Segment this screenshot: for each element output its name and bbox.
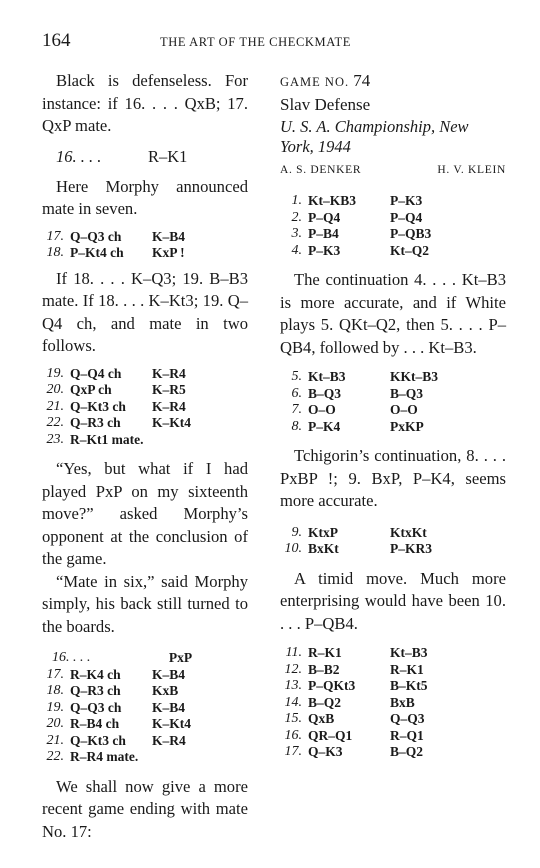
move-number: 16. . . . xyxy=(56,146,102,166)
paragraph: We shall now give a more recent game ending with mate No. 17: xyxy=(42,776,248,841)
move-number: 23. xyxy=(46,431,64,447)
paragraph: Black is defenseless. For instance: if 16. . . . QxB; 17. QxP mate. xyxy=(42,71,248,135)
move-number: 22. xyxy=(46,415,64,430)
move-number: 1. xyxy=(291,193,302,208)
move-number: 20. xyxy=(46,716,64,731)
black-move: K–B4 xyxy=(152,228,186,244)
paragraph: If 18. . . . K–Q3; 19. B–B3 mate. If 18. . . . K–Kt3; 19. Q–Q4 ch, and mate in two follows. xyxy=(42,268,248,355)
move-row xyxy=(280,711,506,728)
move-number: 17. xyxy=(46,228,64,244)
white-move xyxy=(117,650,168,667)
white-move: R–R4 mate. xyxy=(70,749,139,764)
move-row xyxy=(280,386,506,403)
white-move: P–Kt4 ch xyxy=(70,245,124,260)
black-move: P–QB3 xyxy=(390,226,432,241)
move-number: 18. xyxy=(46,245,64,260)
page-header xyxy=(42,30,506,56)
players xyxy=(280,161,506,179)
move-line xyxy=(56,146,248,168)
black-move: B–Kt5 xyxy=(390,678,428,693)
game-number: 74 xyxy=(353,71,371,90)
black-move xyxy=(152,432,232,449)
move-row xyxy=(280,541,506,558)
black-move: K–R5 xyxy=(152,382,186,397)
white-move: QxP ch xyxy=(70,382,112,397)
white-move: B–Q3 xyxy=(308,385,342,401)
move-row xyxy=(42,399,248,416)
white-move: Q–Kt3 ch xyxy=(70,398,126,414)
move-number: 16. xyxy=(284,727,302,743)
game-label: GAME NO. xyxy=(280,75,350,89)
move-row xyxy=(280,419,506,436)
move-number: 17. xyxy=(46,666,64,682)
move-number: 10. xyxy=(284,541,302,556)
move-row xyxy=(280,695,506,712)
move-number: 5. xyxy=(291,369,302,384)
white-player: A. S. DENKER xyxy=(280,164,362,176)
black-move: K–Kt4 xyxy=(152,415,191,430)
black-move: KxB xyxy=(152,683,179,698)
right-column xyxy=(280,70,506,761)
black-move: B–Q3 xyxy=(390,385,424,401)
white-move: Q–Q4 ch xyxy=(70,365,122,381)
paragraph: A timid move. Much more enterprising would have been 10. . . . P–QB4. xyxy=(280,568,506,633)
white-move: Q–Kt3 ch xyxy=(70,732,126,748)
move-number: 21. xyxy=(46,732,64,748)
black-player: H. V. KLEIN xyxy=(437,164,506,176)
game-heading xyxy=(280,70,506,93)
move-row xyxy=(280,243,506,260)
white-move: B–B2 xyxy=(308,661,340,677)
move-number: 17. xyxy=(284,744,302,759)
move-row xyxy=(42,382,248,399)
white-move: Kt–KB3 xyxy=(308,193,357,208)
black-move: Q–Q3 xyxy=(390,711,425,726)
move-number: 7. xyxy=(291,402,302,417)
white-move: P–QKt3 xyxy=(308,678,356,693)
black-move: K–R4 xyxy=(152,732,186,748)
move-row xyxy=(42,749,248,766)
running-title: THE ART OF THE CHECKMATE xyxy=(160,35,351,49)
move-number: 19. xyxy=(46,699,64,715)
event-name: U. S. A. Championship, New York, 1944 xyxy=(280,117,469,156)
paragraph: “Yes, but what if I had played PxP on my sixteenth move?” asked Morphy’s opponent at the conclusion of the game. xyxy=(42,459,248,568)
move-row xyxy=(42,700,248,717)
move-number: 20. xyxy=(46,382,64,397)
move-row xyxy=(280,662,506,679)
move-list xyxy=(42,650,248,766)
white-move: B–Q2 xyxy=(308,694,342,710)
black-move: R–K1 xyxy=(390,661,424,677)
white-move: P–K3 xyxy=(308,242,341,258)
move-number: 22. xyxy=(46,749,64,764)
opening-name: Slav Defense xyxy=(280,95,371,114)
black-move: Kt–B3 xyxy=(390,645,428,660)
move-row xyxy=(280,226,506,243)
move-number: 6. xyxy=(291,385,302,401)
black-move: Kt–Q2 xyxy=(390,242,429,258)
black-move xyxy=(152,749,232,766)
move-row xyxy=(42,229,248,246)
black-move: KKt–B3 xyxy=(390,369,439,384)
black-move: K–R4 xyxy=(152,398,186,414)
move-row xyxy=(42,650,248,667)
black-move: P–Q4 xyxy=(390,209,423,225)
move-number: 2. xyxy=(291,209,302,225)
paragraph: Here Morphy announced mate in seven. xyxy=(42,176,248,218)
white-move: Q–Q3 ch xyxy=(70,699,122,715)
black-move: KtxKt xyxy=(390,524,427,540)
move-list xyxy=(280,525,506,558)
black-move: R–K1 xyxy=(148,146,188,166)
black-move: PxP xyxy=(168,650,193,665)
white-move: Kt–B3 xyxy=(308,369,346,384)
move-row xyxy=(280,645,506,662)
white-move: P–Q4 xyxy=(308,209,341,225)
move-list xyxy=(280,369,506,435)
move-row xyxy=(280,525,506,542)
move-row xyxy=(42,667,248,684)
black-move: BxB xyxy=(390,694,415,710)
move-row xyxy=(280,369,506,386)
paragraph: Tchigorin’s continuation, 8. . . . PxBP !; 9. BxP, P–K4, seems more accurate. xyxy=(280,446,506,510)
left-column xyxy=(42,70,248,843)
move-row xyxy=(280,728,506,745)
black-move: P–K3 xyxy=(390,193,423,208)
paragraph: “Mate in six,” said Morphy simply, his back still turned to the boards. xyxy=(42,571,248,636)
white-move: QxB xyxy=(308,711,335,726)
move-number: 16. . . . xyxy=(52,650,91,665)
white-move: KtxP xyxy=(308,524,338,540)
white-move: P–B4 xyxy=(308,226,339,241)
black-move: K–B4 xyxy=(152,666,186,682)
move-row xyxy=(280,678,506,695)
paragraph: The continuation 4. . . . Kt–B3 is more accurate, and if White plays 5. QKt–Q2, then 5. . . . P–QB4, followed by . . . Kt–B3. xyxy=(280,270,506,357)
move-list xyxy=(42,366,248,449)
move-number: 18. xyxy=(46,683,64,698)
move-list xyxy=(280,645,506,761)
move-list xyxy=(280,193,506,259)
move-row xyxy=(280,210,506,227)
move-row xyxy=(42,683,248,700)
black-move: O–O xyxy=(390,402,418,417)
move-number: 19. xyxy=(46,365,64,381)
white-move: Q–R3 ch xyxy=(70,415,121,430)
white-move: R–B4 ch xyxy=(70,716,120,731)
move-number: 15. xyxy=(284,711,302,726)
black-move: P–KR3 xyxy=(390,541,432,556)
move-row xyxy=(280,744,506,761)
page-number: 164 xyxy=(42,30,71,51)
white-move: Q–K3 xyxy=(308,744,343,759)
move-number: 9. xyxy=(291,524,302,540)
move-row xyxy=(42,432,248,449)
move-number: 21. xyxy=(46,398,64,414)
black-move: KxP ! xyxy=(152,245,185,260)
black-move: R–Q1 xyxy=(390,727,424,743)
white-move: Q–R3 ch xyxy=(70,683,121,698)
move-row xyxy=(280,402,506,419)
black-move: K–R4 xyxy=(152,365,186,381)
move-row xyxy=(42,245,248,262)
move-list xyxy=(42,229,248,262)
move-row xyxy=(42,733,248,750)
move-row xyxy=(42,716,248,733)
move-number: 14. xyxy=(284,694,302,710)
white-move: O–O xyxy=(308,402,336,417)
black-move: K–B4 xyxy=(152,699,186,715)
black-move: PxKP xyxy=(390,418,424,434)
white-move: Q–Q3 ch xyxy=(70,228,122,244)
white-move: R–Kt1 mate. xyxy=(70,431,144,447)
move-number: 12. xyxy=(284,661,302,677)
white-move: R–K4 ch xyxy=(70,666,121,682)
black-move: K–Kt4 xyxy=(152,716,191,731)
white-move: P–K4 xyxy=(308,418,341,434)
move-number: 8. xyxy=(291,418,302,434)
black-move: B–Q2 xyxy=(390,744,424,759)
white-move: BxKt xyxy=(308,541,339,556)
move-row xyxy=(280,193,506,210)
move-row xyxy=(42,415,248,432)
move-number: 13. xyxy=(284,678,302,693)
move-number: 4. xyxy=(291,242,302,258)
move-number: 3. xyxy=(291,226,302,241)
move-row xyxy=(42,366,248,383)
white-move: R–K1 xyxy=(308,645,342,660)
white-move: QR–Q1 xyxy=(308,727,353,743)
move-number: 11. xyxy=(285,645,302,660)
